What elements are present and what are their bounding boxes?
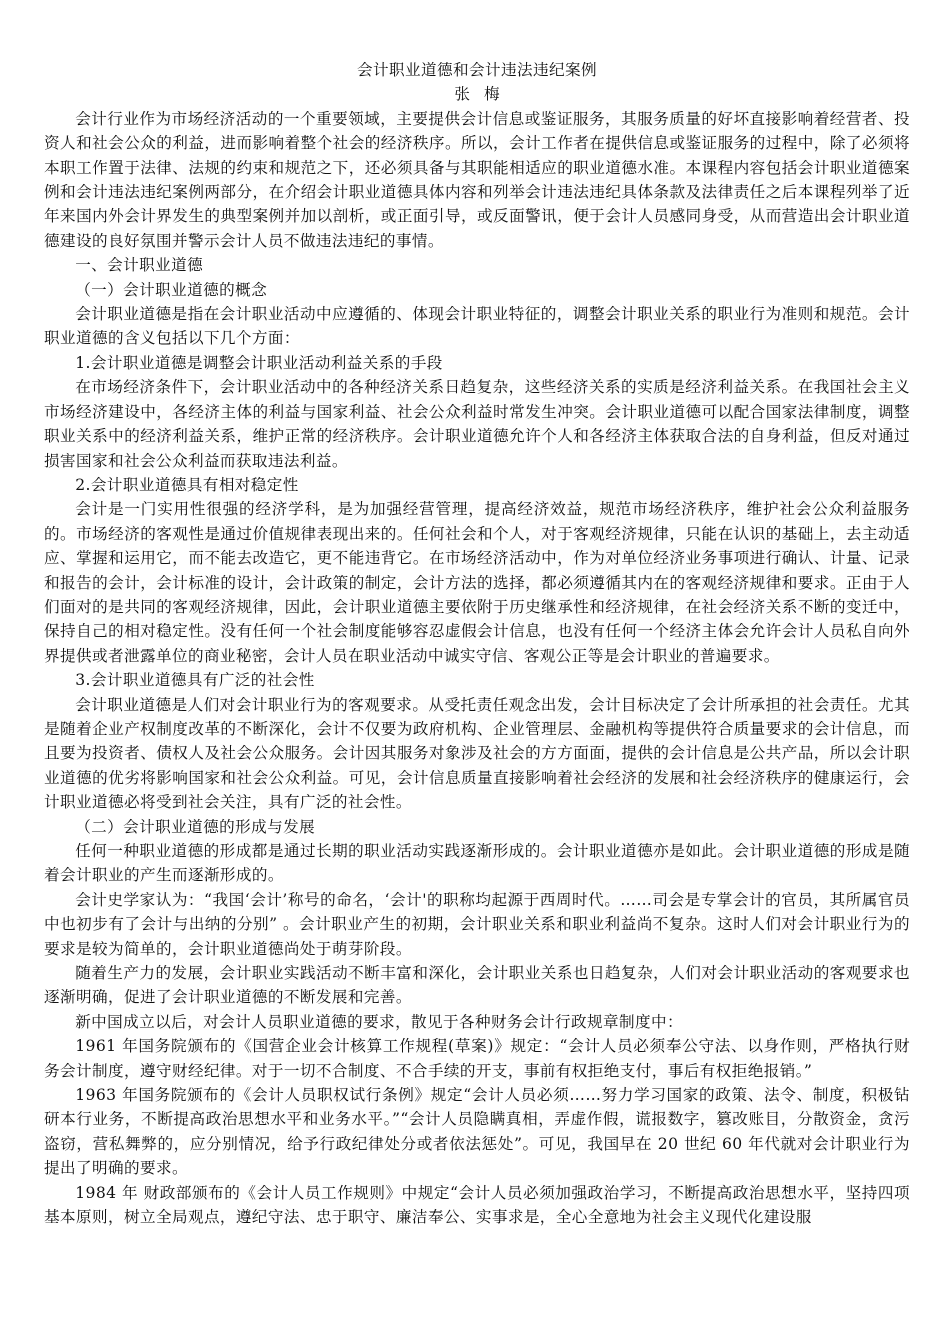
body-paragraph: 新中国成立以后，对会计人员职业道德的要求，散见于各种财务会计行政规章制度中： [75,1012,683,1031]
body-paragraph: 会计是一门实用性很强的经济学科，是为加强经营管理，提高经济效益，规范市场经济秩序，维护社会公众利益服务的。市场经济的客观性是通过价值规律表现出来的。任何社会和个人，对于客观经济规律，只能在认识的基础上，去主动适应、掌握和运用它，而不能去改造它，更不能违背它。在市场经济活动中，作为对单位经济业务事项进行确认、计量、记录和报告的会计，会计标准的设计，会计政策的制定，会计方法的选择，都必须遵循其内在的客观经济规律和要求。正由于人们面对的是共同的客观经济规律，因此，会计职业道德主要依附于历史继承性和经济规律，在社会经济关系不断的变迁中，保持自己的相对稳定性。没有任何一个社会制度能够容忍虚假会计信息，也没有任何一个经济主体会允许会计人员私自向外界提供或者泄露单位的商业秘密，会计人员在职业活动中诚实守信、客观公正等是会计职业的普遍要求。 [44,500,910,665]
point-heading: 3.会计职业道德具有广泛的社会性 [75,671,315,690]
body-paragraph: 在市场经济条件下，会计职业活动中的各种经济关系日趋复杂，这些经济关系的实质是经济利益关系。在我国社会主义市场经济建设中，各经济主体的利益与国家利益、社会公众利益时常发生冲突。会计职业道德可以配合国家法律制度，调整职业关系中的经济利益关系，维护正常的经济秩序。会计职业道德允许个人和各经济主体获取合法的自身利益，但反对通过损害国家和社会公众利益而获取违法利益。 [44,378,910,470]
body-paragraph: 会计史学家认为：“我国‘会计’称号的命名，‘会计'的职称均起源于西周时代。……司会是专掌会计的官员，其所属官员中也初步有了会计与出纳的分别” 。会计职业产生的初期，会计职业关系和职业利益尚不复杂。这时人们对会计职业行为的要求是较为简单的，会计职业道德尚处于萌芽阶段。 [44,890,910,958]
body-paragraph: 会计职业道德是人们对会计职业行为的客观要求。从受托责任观念出发，会计目标决定了会计所承担的社会责任。尤其是随着企业产权制度改革的不断深化，会计不仅要为政府机构、企业管理层、金融机构等提供符合质量要求的会计信息，而且要为投资者、债权人及社会公众服务。会计因其服务对象涉及社会的方方面面，提供的会计信息是公共产品，所以会计职业道德的优劣将影响国家和社会公众利益。可见，会计信息质量直接影响着社会经济的发展和社会经济秩序的健康运行，会计职业道德必将受到社会关注，具有广泛的社会性。 [44,695,910,812]
document-author: 张梅 [454,85,514,104]
subsection-heading: （一）会计职业道德的概念 [75,280,268,299]
body-paragraph: 1963 年国务院颁布的《会计人员职权试行条例》规定“会计人员必须……努力学习国家的政策、法令、制度，积极钻研本行业务，不断提高政治思想水平和业务水平。”“会计人员隐瞒真相，弄虚作假，谎报数字，篡改账目，分散资金，贪污盗窃，营私舞弊的，应分别情况，给予行政纪律处分或者依法惩处”。可见，我国早在 20 世纪 60 年代就对会计职业行为提出了明确的要求。 [44,1086,910,1178]
body-paragraph: 1961 年国务院颁布的《国营企业会计核算工作规程(草案)》规定：“会计人员必须奉公守法、以身作则，严格执行财务会计制度，遵守财经纪律。对于一切不合制度、不合手续的开支，事前有权拒绝支付，事后有权拒绝报销。” [44,1037,910,1080]
point-heading: 1.会计职业道德是调整会计职业活动利益关系的手段 [75,353,443,372]
body-paragraph: 随着生产力的发展，会计职业实践活动不断丰富和深化，会计职业关系也日趋复杂，人们对会计职业活动的客观要求也逐渐明确，促进了会计职业道德的不断发展和完善。 [44,964,910,1007]
intro-paragraph: 会计行业作为市场经济活动的一个重要领域，主要提供会计信息或鉴证服务，其服务质量的好坏直接影响着经营者、投资人和社会公众的利益，进而影响着整个社会的经济秩序。所以，会计工作者在提供信息或鉴证服务的过程中，除了必须将本职工作置于法律、法规的约束和规范之下，还必须具备与其职能相适应的职业道德水准。本课程内容包括会计职业道德案例和会计违法违纪案例两部分，在介绍会计职业道德具体内容和列举会计违法违纪具体条款及法律责任之后本课程列举了近年来国内外会计界发生的典型案例并加以剖析，或正面引导，或反面警讯，便于会计人员感同身受，从而营造出会计职业道德建设的良好氛围并警示会计人员不做违法违纪的事情。 [44,109,910,250]
body-paragraph: 1984 年 财政部颁布的《会计人员工作规则》中规定“会计人员必须加强政治学习，不断提高政治思想水平，坚持四项基本原则，树立全局观点，遵纪守法、忠于职守、廉洁奉公、实事求是，全心全意地为社会主义现代化建设服 [44,1183,910,1227]
point-heading: 2.会计职业道德具有相对稳定性 [75,475,299,494]
section-heading: 一、会计职业道德 [75,256,204,275]
document-title: 会计职业道德和会计违法违纪案例 [357,61,597,79]
body-paragraph: 会计职业道德是指在会计职业活动中应遵循的、体现会计职业特征的，调整会计职业关系的职业行为准则和规范。会计职业道德的含义包括以下几个方面： [44,305,910,348]
subsection-heading: （二）会计职业道德的形成与发展 [75,817,316,836]
body-paragraph: 任何一种职业道德的形成都是通过长期的职业活动实践逐渐形成的。会计职业道德亦是如此。会计职业道德的形成是随着会计职业的产生而逐渐形成的。 [44,842,910,885]
